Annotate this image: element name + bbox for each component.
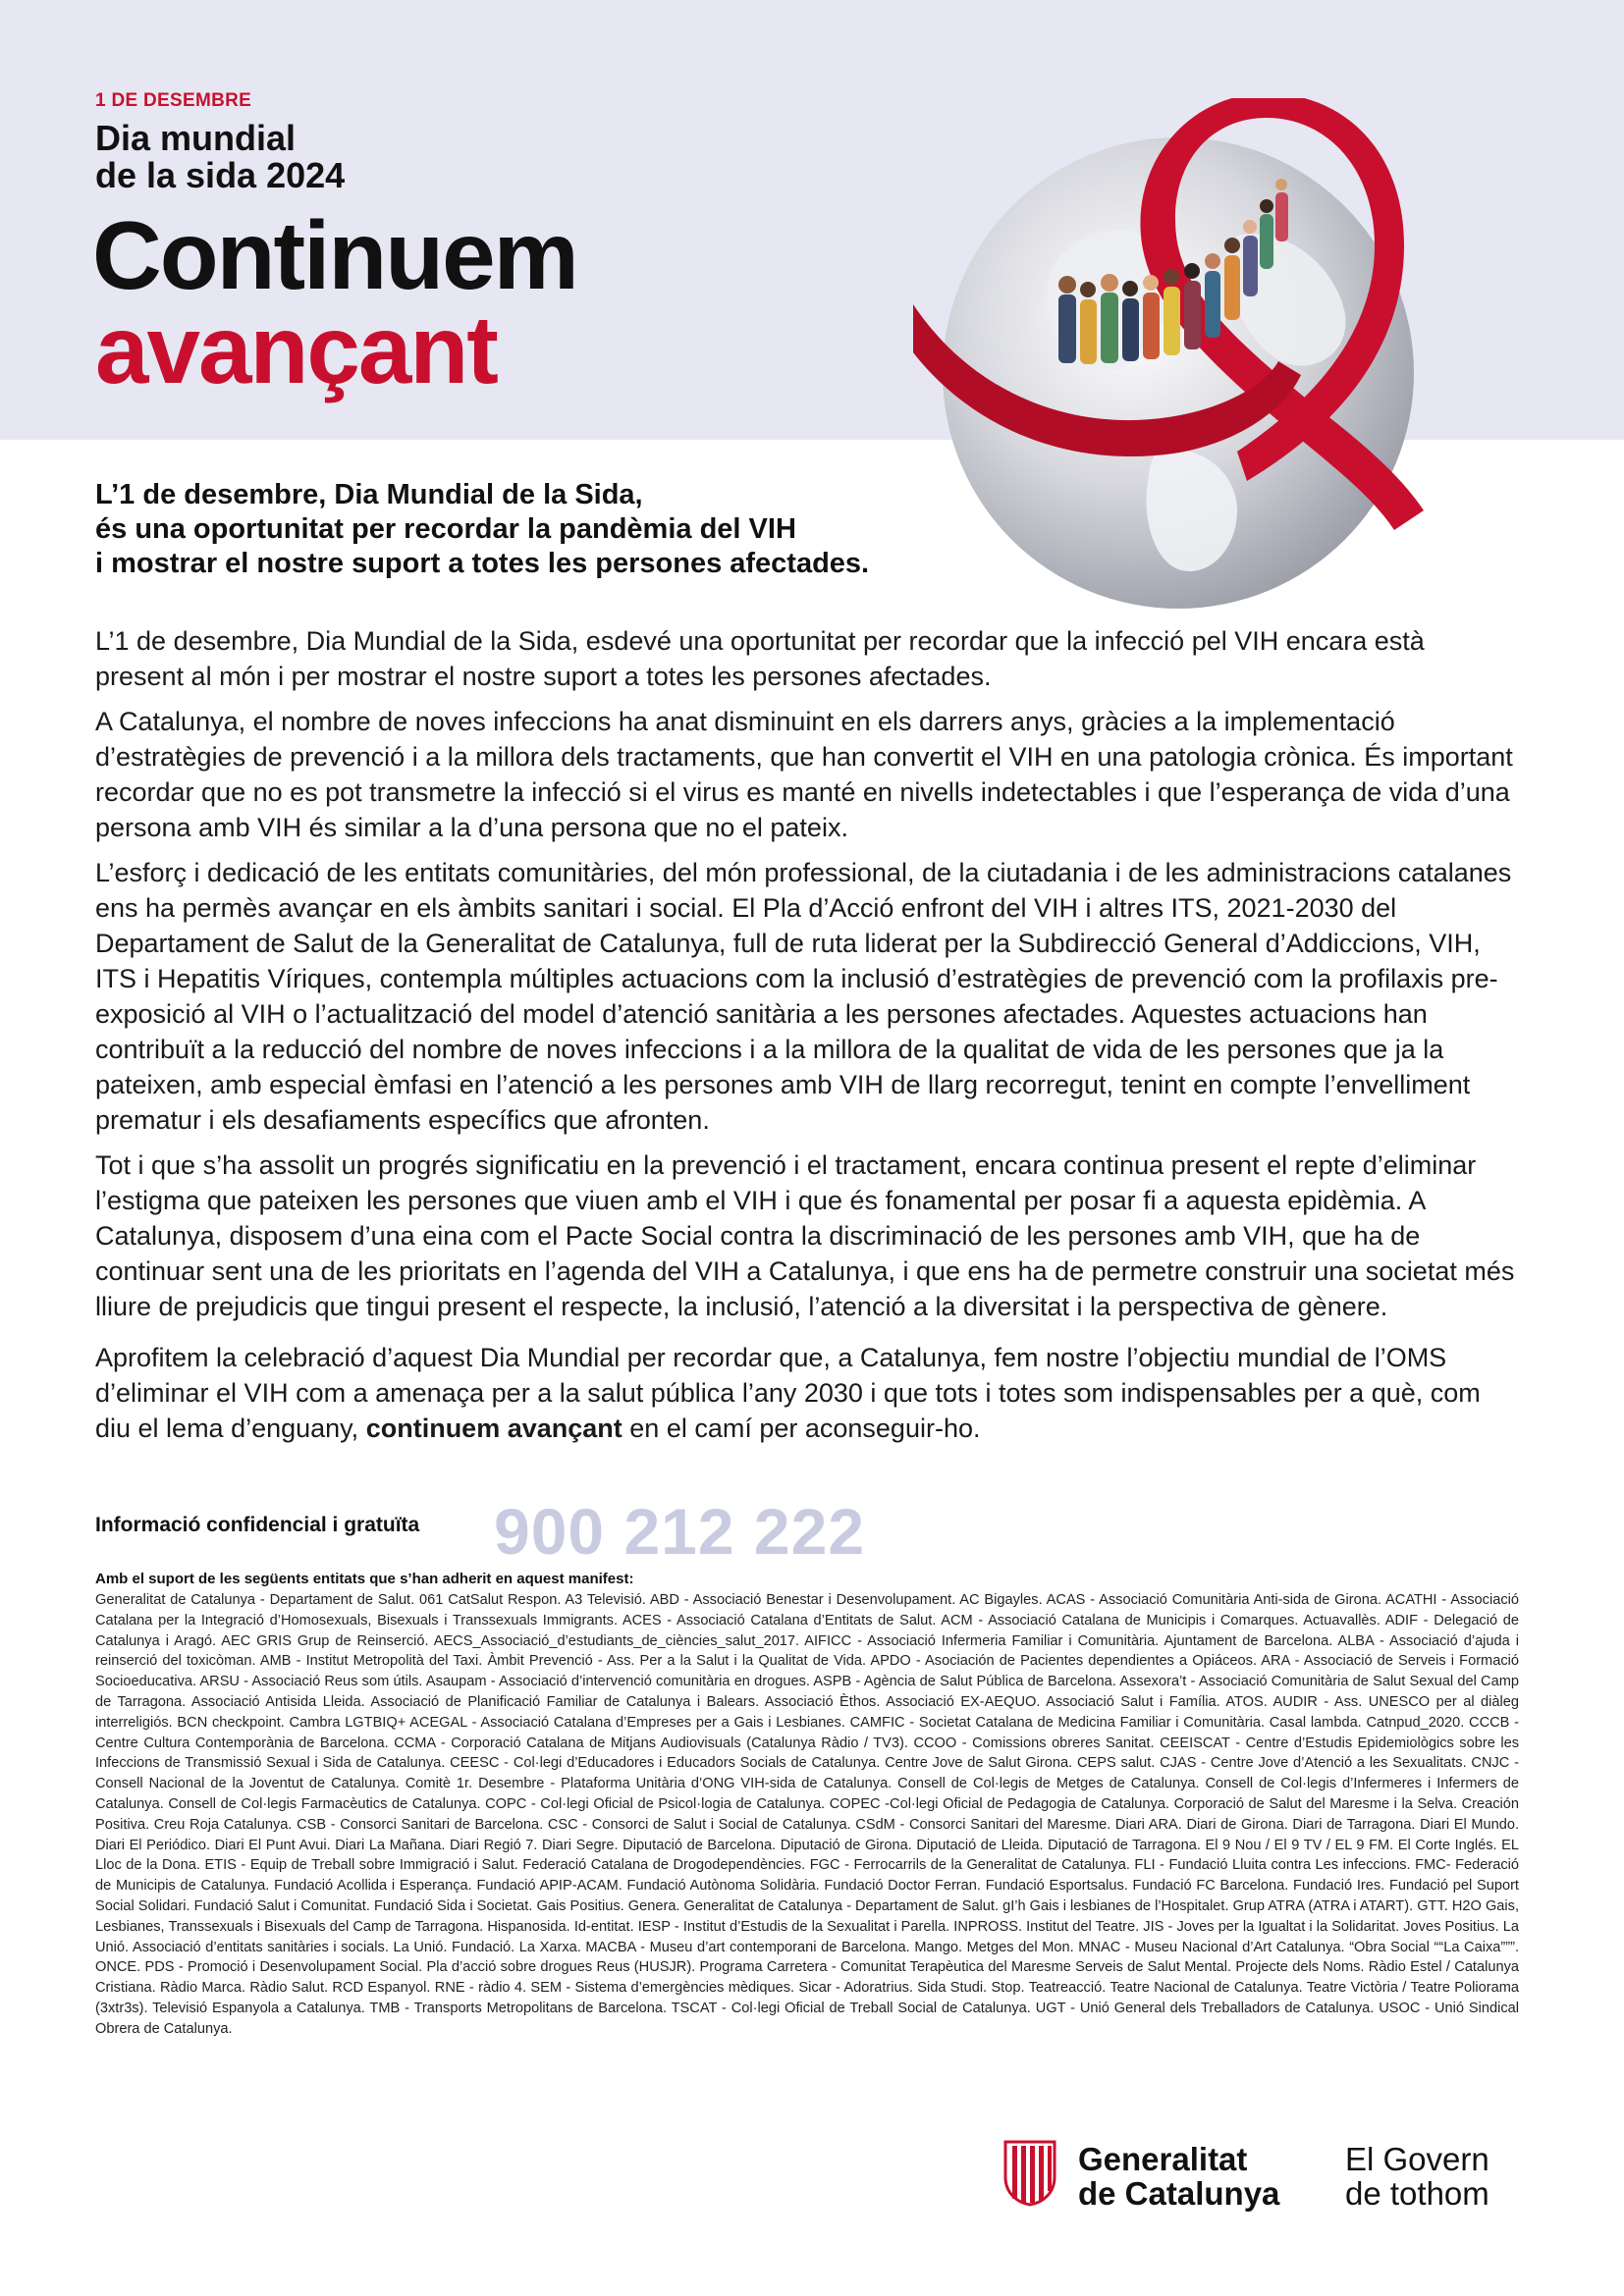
subtitle-line-2: de la sida 2024: [95, 155, 346, 195]
supporters-title: Amb el suport de les següents entitats que s’han adherit en aquest manifest:: [95, 1571, 634, 1587]
paragraph-2: A Catalunya, el nombre de noves infeccions ha anat disminuint en els darrers anys, gràcies a la implementació d’estratègies de prevenció i a la millora dels tractaments, que han convertit el VIH en una patologia crònica. És important recordar que no es pot transmetre la infecció si el virus es manté en nivells indetectables i que l’esperança de vida d’una persona amb VIH és similar a la d’una persona que no el pateix.: [95, 707, 1513, 842]
contact-label: Informació confidencial i gratuïta: [95, 1514, 420, 1536]
title-line-1: Continuem: [92, 201, 577, 309]
generalitat-line-2: de Catalunya: [1078, 2175, 1280, 2212]
manifesto-body: [95, 623, 1519, 1456]
paragraph-5-end: en el camí per aconseguir-ho.: [629, 1414, 981, 1443]
paragraph-4: Tot i que s’ha assolit un progrés significatiu en la prevenció i el tractament, encara continua present el repte d’eliminar l’estigma que pateixen les persones que viuen amb el VIH i que és fonamental per posar fi a aquesta epidèmia. A Catalunya, disposem d’una eina com el Pacte Social contra la discriminació de les persones amb VIH, que ha de continuar sent una de les prioritats en l’agenda del VIH a Catalunya, i que ens ha de permetre construir una societat més lliure de prejudicis que tingui present el respecte, la inclusió, l’atenció a la diversitat i la perspectiva de gènere.: [95, 1150, 1515, 1321]
paragraph-5-start: Aprofitem la celebració d’aquest Dia Mundial per recordar que, a Catalunya, fem nostre l’objectiu mundial de l’OMS d’eliminar el VIH com a amenaça per a la salut pública l’any 2030 i que tots i totes som indispensables per a què, com diu el lema d’enguany,: [95, 1343, 1481, 1443]
event-subtitle: [95, 120, 345, 194]
date-kicker: 1 DE DESEMBRE: [95, 90, 252, 111]
contact-row: [95, 1494, 1077, 1568]
slogan-emphasis: continuem avançant: [365, 1414, 623, 1443]
govern-line-2: de tothom: [1345, 2175, 1489, 2212]
phone-number[interactable]: 900 212 222: [494, 1495, 866, 1568]
paragraph-5: [95, 1340, 1519, 1446]
govern-tothom-logo: [1345, 2142, 1489, 2211]
generalitat-logo: [1001, 2138, 1296, 2216]
paragraph-1: L’1 de desembre, Dia Mundial de la Sida, esdevé una oportunitat per recordar que la infecció pel VIH encara està present al món i per mostrar el nostre suport a totes les persones afectades.: [95, 626, 1425, 691]
supporters-list: Generalitat de Catalunya - Departament de Salut. 061 CatSalut Respon. A3 Televisió. ABD - Associació Benestar i Desenvolupament. AC Bigayles. ACAS - Associació Comunitària Anti-sida de Girona. ACATHI - Associació Catalana per la Integració d’Homosexuals, Bisexuals i Transsexuals Immigrants. ACES - Associació Catalana d’Entitats de Salut. ACM - Associació Catalana de Municipis i Comarques. Actuavallès. ADIF - Delegació de Catalunya i Aragó. AEC GRIS Grup de Reinserció. AECS_Associació_d’estudiants_de_ciències_salut_2017. AIFICC - Associació Infermeria Familiar i Comunitària. Ajuntament de Barcelona. ALBA - Associació d’ajuda i reinserció del toxicòman. AMB - Institut Metropolità del Taxi. Àmbit Prevenció - Ass. Per a la Salut i la Qualitat de Vida. APDO - Asociación de Pacientes dependientes a Opiáceos. ARA - Associació de Serveis i Formació Socioeducativa. ARSU - Associació Reus som útils. Asaupam - Associació d’intervenció comunitària en drogues. ASPB - Agència de Salut Pública de Barcelona. Assexora’t - Associació Comunitària de Salut Sexual del Camp de Tarragona. Associació Antisida Lleida. Associació de Planificació Familiar de Catalunya i Balears. Associació Èthos. Associació EX-AEQUO. Associació Salut i Família. ATOS. AUDIR - Ass. UNESCO per al diàleg interreligiós. BCN checkpoint. Cambra LGTBIQ+ ACEGAL - Associació Catalana d’Empreses per a Gais i Lesbianes. CAMFIC - Societat Catalana de Medicina Familiar i Comunitària. Casal lambda. Catnpud_2020. CCCB - Centre Cultura Contemporània de Barcelona. CCMA - Corporació Catalana de Mitjans Audiovisuals (Catalunya Ràdio / TV3). CCOO - Comissions obreres Sanitat. CEEISCAT - Centre d’Estudis Epidemiològics sobre les Infeccions de Transmissió Sexual i Sida de Catalunya. CEESC - Col·legi d’Educadores i Educadors Socials de Catalunya. Centre Jove de Salut Girona. CEPS salut. CJAS - Centre Jove d’Atenció a les Sexualitats. CNJC - Consell Nacional de la Joventut de Catalunya. Comitè 1r. Desembre - Plataforma Unitària d’ONG VIH-sida de Catalunya. Consell de Col·legis de Metges de Catalunya. Consell de Col·legis d’Infermeres i Infermers de Catalunya. Consell de Col·legis Farmacèutics de Catalunya. COPC - Col·legi Oficial de Psicol·logia de Catalunya. COPEC -Col·legi Oficial de Pedagogia de Catalunya. Corporació de Salut del Maresme i la Selva. Creación Positiva. Creu Roja Catalunya. CSB - Consorci Sanitari de Barcelona. CSC - Consorci de Salut i Social de Catalunya. CSdM - Consorci Sanitari del Maresme. Diari ARA. Diari de Girona. Diari de Tarragona. Diari El Mundo. Diari El Periódico. Diari El Punt Avui. Diari La Mañana. Diari Regió 7. Diari Segre. Diputació de Barcelona. Diputació de Girona. Diputació de Lleida. Diputació de Tarragona. El 9 Nou / El 9 TV / EL 9 FM. El Corte Inglés. EL Lloc de la Dona. ETIS - Equip de Treball sobre Immigració i Salut. Federació Catalana de Drogodependències. FGC - Ferrocarrils de la Generalitat de Catalunya. FLI - Fundació Lluita contra Les infeccions. FMC- Federació de Municipis de Catalunya. Fundació Acollida i Esperança. Fundació APIP-ACAM. Fundació Autònoma Solidària. Fundació Doctor Ferran. Fundació Esportsalus. Fundació FC Barcelona. Fundació Ires. Fundació pel Suport Social Solidari. Fundació Salut i Comunitat. Fundació Sida i Societat. Gais Positius. Genera. Generalitat de Catalunya - Departament de Salut. gI’h Gais i lesbianes de l’Hospitalet. Grup ATRA (ATRA i ATART). GTT. H2O Gais, Lesbianes, Transsexuals i Bisexuals del Camp de Tarragona. Hispanosida. Id-entitat. IESP - Institut d’Estudis de la Sexualitat i Parella. INPROSS. Institut del Teatre. JIS - Joves per la Igualtat i la Solidaritat. Joves Positius. La Unió. Associació d’entitats sanitàries i socials. La Unió. Fundació. La Xarxa. MACBA - Museu d’art contemporani de Barcelona. Mango. Metges del Mon. MNAC - Museu Nacional d’Art Catalunya. “Obra Social ““La Caixa”””. ONCE. PDS - Promoció i Desenvolupament Social. Pla d’acció sobre drogues Reus (HUSJR). Programa Carretera - Comunitat Terapèutica del Maresme Serveis de Salut Mental. Projecte dels Noms. Ràdio Estel / Catalunya Cristiana. Ràdio Marca. Ràdio Salut. RCD Espanyol. RNE - ràdio 4. SEM - Sistema d’emergències mèdiques. Sicar - Adoratrius. Sida Studi. Stop. Teatreacció. Teatre Nacional de Catalunya. Teatre Victòria / Teatre Poliorama (3xtr3s). Televisió Espanyola a Catalunya. TMB - Transports Metropolitans de Barcelona. TSCAT - Col·legi Oficial de Treball Social de Catalunya. UGT - Unió General dels Treballadors de Catalunya. USOC - Unió Sindical Obrera de Catalunya.: [95, 1592, 1519, 2037]
title-line-2: avançant: [95, 295, 497, 403]
govern-line-1: El Govern: [1345, 2141, 1489, 2177]
generalitat-line-1: Generalitat: [1078, 2141, 1248, 2177]
lead-line-1: L’1 de desembre, Dia Mundial de la Sida,: [95, 479, 643, 510]
lead-statement: [95, 478, 1077, 581]
generalitat-wordmark: [1078, 2142, 1279, 2211]
generalitat-stripes-icon: [1001, 2138, 1058, 2207]
lead-line-3: i mostrar el nostre suport a totes les persones afectades.: [95, 548, 870, 579]
lead-line-2: és una oportunitat per recordar la pandèmia del VIH: [95, 513, 796, 545]
subtitle-line-1: Dia mundial: [95, 118, 297, 158]
paragraph-3: L’esforç i dedicació de les entitats comunitàries, del món professional, de la ciutadania i de les administracions catalanes ens ha permès avançar en els àmbits sanitari i social. El Pla d’Acció enfront del VIH i altres ITS, 2021-2030 del Departament de Salut de la Generalitat de Catalunya, full de ruta liderat per la Subdirecció General d’Addiccions, VIH, ITS i Hepatitis Víriques, contempla múltiples actuacions com la inclusió d’estratègies de prevenció com la profilaxis pre-exposició al VIH o l’actualització del model d’atenció sanitària a les persones afectades. Aquestes actuacions han contribuït a la reducció del nombre de noves infeccions i a la millora de la qualitat de vida de les persones que ja la pateixen, amb especial èmfasi en l’atenció a les persones amb VIH de llarg recorregut, tenint en compte l’envelliment prematur i els desafiaments específics que afronten.: [95, 858, 1512, 1135]
